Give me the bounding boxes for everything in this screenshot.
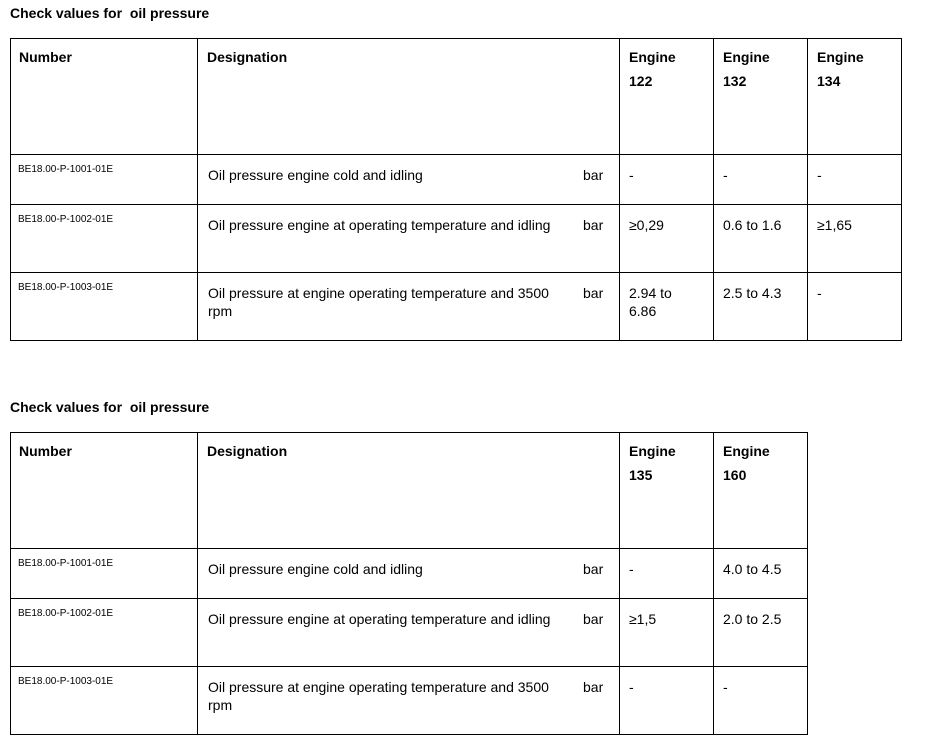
- table-row: [11, 549, 808, 599]
- header-cell-engine: [714, 433, 808, 549]
- value-cell: [714, 155, 808, 205]
- row-value: ≥0,29: [629, 217, 664, 233]
- designation-cell: [198, 599, 620, 667]
- header-engine-label: [620, 39, 713, 93]
- row-value: -: [723, 167, 728, 183]
- value-cell: [714, 667, 808, 735]
- header-cell-number: [11, 433, 198, 549]
- value-cell: [620, 667, 714, 735]
- header-number-label: Number: [19, 443, 72, 459]
- header-engine-word: Engine: [817, 49, 864, 65]
- value-cell: [620, 155, 714, 205]
- row-value: -: [629, 561, 634, 577]
- header-cell-designation: [198, 433, 620, 549]
- table-header-row: [11, 39, 902, 155]
- row-designation: Oil pressure at engine operating temperature and 3500 rpm: [208, 679, 549, 713]
- row-value: 2.94 to 6.86: [629, 285, 672, 319]
- row-number: BE18.00-P-1003-01E: [18, 676, 114, 687]
- row-value: -: [723, 679, 728, 695]
- number-cell: [11, 205, 198, 273]
- header-engine-label: [714, 433, 807, 487]
- table-header-row: [11, 433, 808, 549]
- table-row: [11, 155, 902, 205]
- row-value: -: [817, 167, 822, 183]
- header-engine-word: Engine: [723, 49, 770, 65]
- check-values-table-2: [10, 432, 808, 735]
- row-number: BE18.00-P-1002-01E: [18, 214, 114, 225]
- row-designation: Oil pressure engine at operating temperature and idling: [208, 611, 551, 627]
- header-engine-number: 160: [723, 467, 747, 483]
- row-unit: bar: [583, 611, 604, 627]
- row-value: ≥1,65: [817, 217, 852, 233]
- value-cell: [714, 549, 808, 599]
- row-value: ≥1,5: [629, 611, 657, 627]
- table-row: [11, 667, 808, 735]
- row-unit: bar: [583, 217, 604, 233]
- designation-cell: [198, 155, 620, 205]
- value-cell: [714, 273, 808, 341]
- row-value: 0.6 to 1.6: [723, 217, 782, 233]
- row-designation: Oil pressure engine cold and idling: [208, 167, 423, 183]
- table-row: [11, 273, 902, 341]
- row-value: 2.5 to 4.3: [723, 285, 782, 301]
- header-engine-word: Engine: [629, 49, 676, 65]
- value-cell: [714, 599, 808, 667]
- value-cell: [808, 273, 902, 341]
- value-cell: [808, 155, 902, 205]
- header-engine-number: 122: [629, 73, 653, 89]
- header-cell-designation: [198, 39, 620, 155]
- value-cell: [808, 205, 902, 273]
- check-values-table-1: [10, 38, 902, 341]
- row-designation: Oil pressure engine cold and idling: [208, 561, 423, 577]
- header-cell-engine: [714, 39, 808, 155]
- row-unit: bar: [583, 285, 604, 301]
- designation-cell: [198, 205, 620, 273]
- designation-cell: [198, 549, 620, 599]
- number-cell: [11, 667, 198, 735]
- table-row: [11, 205, 902, 273]
- header-engine-word: Engine: [629, 443, 676, 459]
- header-cell-engine: [808, 39, 902, 155]
- value-cell: [620, 205, 714, 273]
- value-cell: [620, 549, 714, 599]
- header-cell-engine: [620, 39, 714, 155]
- header-engine-word: Engine: [723, 443, 770, 459]
- row-number: BE18.00-P-1002-01E: [18, 608, 114, 619]
- row-number: BE18.00-P-1001-01E: [18, 558, 114, 569]
- value-cell: [620, 599, 714, 667]
- row-value: 4.0 to 4.5: [723, 561, 782, 577]
- header-engine-label: [714, 39, 807, 93]
- header-engine-label: [620, 433, 713, 487]
- row-number: BE18.00-P-1003-01E: [18, 282, 114, 293]
- row-value: -: [629, 167, 634, 183]
- header-designation-label: Designation: [207, 443, 288, 459]
- header-number-label: Number: [19, 49, 72, 65]
- number-cell: [11, 549, 198, 599]
- row-value: -: [629, 679, 634, 695]
- row-value: 2.0 to 2.5: [723, 611, 782, 627]
- table-row: [11, 599, 808, 667]
- section-title: Check values for oil pressure: [10, 5, 210, 21]
- value-cell: [620, 273, 714, 341]
- value-cell: [714, 205, 808, 273]
- header-engine-number: 135: [629, 467, 653, 483]
- number-cell: [11, 273, 198, 341]
- header-cell-engine: [620, 433, 714, 549]
- row-designation: Oil pressure engine at operating temperature and idling: [208, 217, 551, 233]
- number-cell: [11, 599, 198, 667]
- row-number: BE18.00-P-1001-01E: [18, 164, 114, 175]
- row-designation: Oil pressure at engine operating temperature and 3500 rpm: [208, 285, 549, 319]
- header-engine-number: 134: [817, 73, 841, 89]
- header-designation-label: Designation: [207, 49, 288, 65]
- number-cell: [11, 155, 198, 205]
- row-unit: bar: [583, 167, 604, 183]
- designation-cell: [198, 667, 620, 735]
- header-cell-number: [11, 39, 198, 155]
- row-unit: bar: [583, 679, 604, 695]
- section-title: Check values for oil pressure: [10, 399, 210, 415]
- row-value: -: [817, 285, 822, 301]
- header-engine-number: 132: [723, 73, 747, 89]
- header-engine-label: [808, 39, 901, 93]
- designation-cell: [198, 273, 620, 341]
- row-unit: bar: [583, 561, 604, 577]
